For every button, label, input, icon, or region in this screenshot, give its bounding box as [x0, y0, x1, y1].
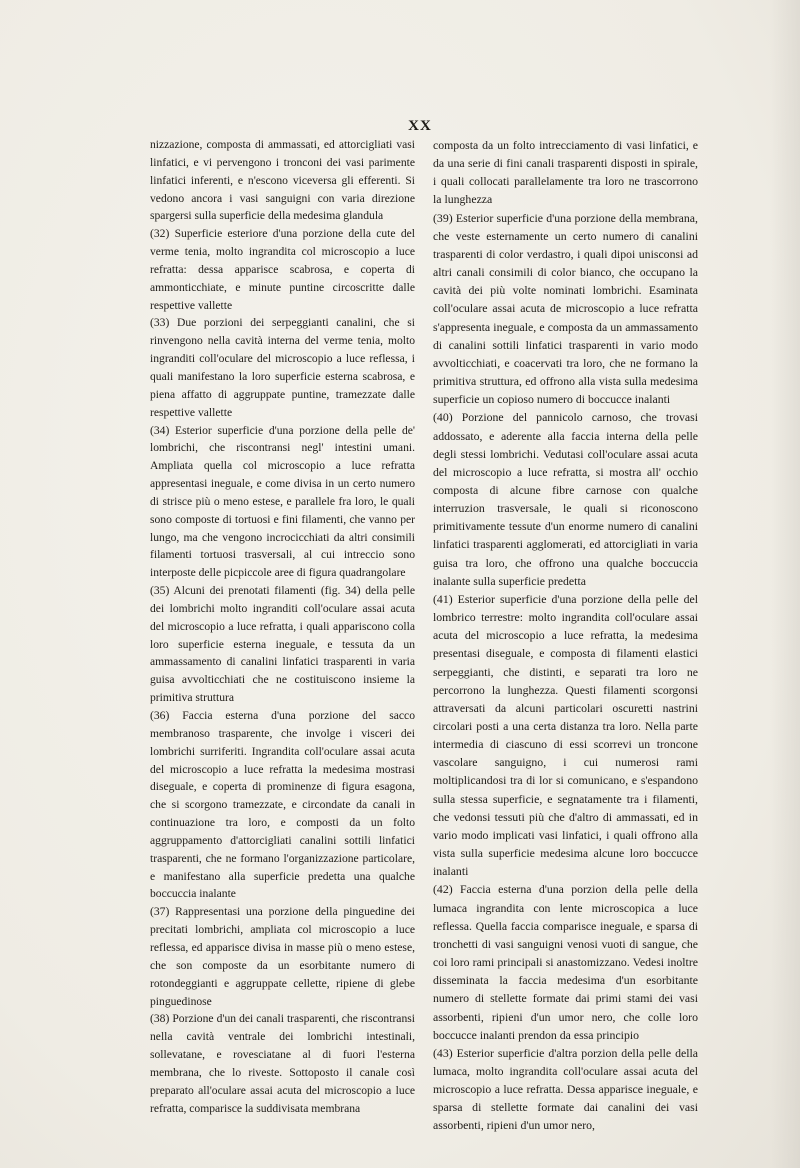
left-column	[150, 136, 415, 1117]
paragraph: (38) Porzione d'un dei canali trasparenti, che riscontransi nella cavità ventrale dei lombrichi intestinali, sollevatane, e rovesciatane al di fuori l'esterna membrana, che lo riveste. Sottoposto il canale così preparato all'oculare assai acuta del microscopio a luce refratta, comparisce la suddivisata membrana	[150, 1012, 415, 1115]
paragraph: (36) Faccia esterna d'una porzione del sacco membranoso trasparente, che involge i visceri dei lombrichi surriferiti. Ingrandita coll'oculare assai acuta del microscopio a luce refratta la medesima mostrasi diseguale, e coperta di prominenze di figura esagona, che si scorgono tramezzate, e circondate da canali in continuazione tra loro, e composti da un folto aggruppamento d'attorcigliati canalini sottili linfatici trasparenti, che ne formano l'organizzazione particolare, e manifestano alla superficie predetta una qualche boccuccia inalante	[150, 709, 415, 901]
paragraph: (33) Due porzioni dei serpeggianti canalini, che si rinvengono nella cavità interna del verme tenia, molto ingranditi coll'oculare del microscopio a luce reflessa, i quali manifestano la loro superficie esterna scabrosa, e piena affatto di aggruppate puntine, tramezzate dalle respettive vallette	[150, 316, 415, 419]
paragraph: (41) Esterior superficie d'una porzione della pelle del lombrico terrestre: molto ingrandita coll'oculare assai acuta del microscopio a luce refratta, la medesima presentasi diseguale, e composta di filamenti elastici serpeggianti, che distinti, e separati tra loro ne percorrono la lunghezza. Questi filamenti scorgonsi attraversati da alcuni particolari oscuretti nastrini circolari posti a una certa distanza tra loro. Nella parte intermedia di ciascuno di essi scorrevi un troncone vascolare sanguigno, i cui numerosi rami moltiplicandosi tra di lor si comunicano, e s'espandono sulla stessa superficie, e segnatamente tra i filamenti, che vedonsi tessuti più che d'altro di ammassati, ed in vario modo implicati vasi linfatici, i quali offrono alla vista sulla superficie medesima alcune loro boccucce inalanti	[433, 591, 698, 879]
paragraph: (39) Esterior superficie d'una porzione della membrana, che veste esternamente un certo numero di canalini trasparenti di color verdastro, i quali dipoi unisconsi ad altri canali consimili di color bianco, che occupano la cavità dei più volte nominati lombrichi. Esaminata coll'oculare assai acuta de microscopio a luce refratta s'appresenta ineguale, e composta da un ammassamento di canalini sottili linfatici trasparenti in vario modo avvolticchiati, e coacervati tra loro, che ne formano la primitiva struttura, ed offrono alla vista sulla medesima superficie un copioso numero di boccucce inalanti	[433, 210, 698, 407]
paragraph: (42) Faccia esterna d'una porzion della pelle della lumaca ingrandita con lente microscopica a luce reflessa. Quella faccia comparisce ineguale, e sparsa di tronchetti di vasi sanguigni venosi vuoti di sangue, che coi loro rami principali si anastomizzano. Vedesi inoltre disseminata la faccia medesima d'un esorbitante numero di stellette formate dai primi stami dei vasi assorbenti, ripieni d'un umor nero, che colle loro boccucce inalanti prendon da essa principio	[433, 882, 698, 1042]
paragraph: (34) Esterior superficie d'una porzione della pelle de' lombrichi, che riscontransi negl' intestini umani. Ampliata quella col microscopio a luce refratta appresentasi ineguale, e come divisa in un certo numero di strisce più o meno estese, e parallele fra loro, le quali sono composte di tortuosi e fini filamenti, che vanno per lungo, ma che vengono incrocicchiati da altri consimili filamenti tortuosi trasversali, al cui intreccio sono interposte delle picpiccole aree di figura quadrangolare	[150, 423, 415, 580]
paragraph: (40) Porzione del pannicolo carnoso, che trovasi addossato, e aderente alla faccia interna della pelle degli stessi lombrichi. Vedutasi coll'oculare assai acuta del microscopio a luce refratta, si mostra all' occhio composta di alcune fibre carnose con qualche interruzion trasversale, le quali si riconoscono primitivamente tessute d'un enorme numero di canalini linfatici trasparenti agglomerati, ed attorcigliati in varia guisa tra loro, che offrono una qualche boccuccia inalante sulla superficie predetta	[433, 410, 698, 588]
paragraph: (32) Superficie esteriore d'una porzione della cute del verme tenia, molto ingrandita col microscopio a luce refratta: dessa apparisce scabrosa, e coperta di ammonticchiate, e minute puntine circoscritte dalle respettive vallette	[150, 227, 415, 312]
paragraph: composta da un folto intrecciamento di vasi linfatici, e da una serie di fini canali trasparenti disposti in spirale, i quali collocati parallelamente tra loro ne trascorrono la lunghezza	[433, 138, 698, 207]
paragraph: (35) Alcuni dei prenotati filamenti (fig. 34) della pelle dei lombrichi molto ingranditi coll'oculare assai acuta del microscopio a luce refratta, i quali appariscono colla loro superficie esterna ineguale, e tessuta da un ammassamento di canalini linfatici trasparenti in varia guisa avvolticchiati che ne costituiscono insieme la primitiva struttura	[150, 584, 415, 705]
right-column	[433, 136, 698, 1135]
paragraph: nizzazione, composta di ammassati, ed attorcigliati vasi linfatici, e vi pervengono i tronconi dei vasi parimente linfatici inferenti, e n'escono viceversa gli efferenti. Si vedono ancora i vasi sanguigni con varia direzione spargersi sulla superficie della medesima glandula	[150, 138, 415, 223]
page-number: XX	[408, 118, 432, 134]
paragraph: (43) Esterior superficie d'altra porzion della pelle della lumaca, molto ingrandita coll'oculare assai acuta del microscopio a luce refratta. Dessa apparisce ineguale, e sparsa di stellette formate dai canalini dei vasi assorbenti, ripieni d'un umor nero,	[433, 1045, 698, 1133]
page-edge-shadow	[770, 0, 800, 1168]
paragraph: (37) Rappresentasi una porzione della pinguedine dei precitati lombrichi, ampliata col microscopio a luce reflessa, ed apparisce divisa in masse più o meno estese, che son composte da un esorbitante numero di rotondeggianti e aggruppate cellette, ripiene di glebe pinguedinose	[150, 905, 415, 1008]
